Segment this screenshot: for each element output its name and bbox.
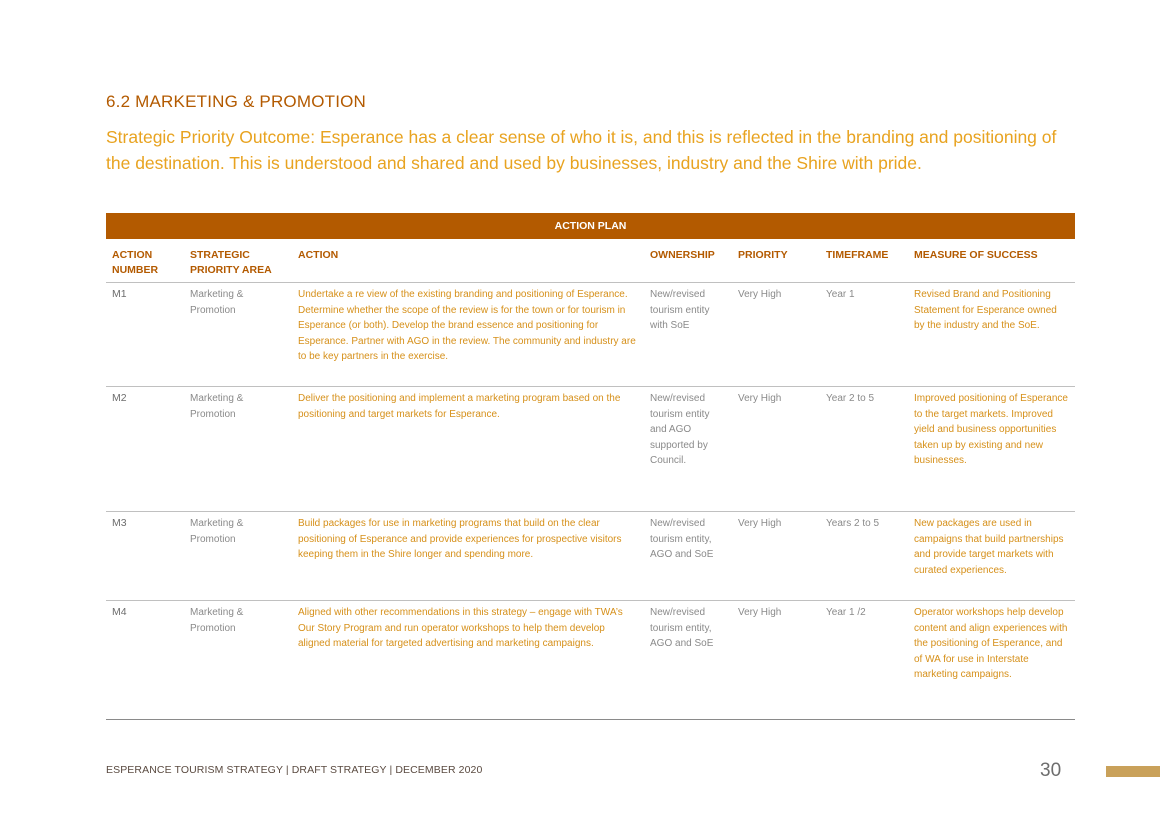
action-text: Undertake a re view of the existing branding and positioning of Esperance. Determine whether the scope of the review is for the town or for tourism in Esperance (or both). Develop the brand essence and positioning for Esperance. Partner with AGO in the review. The community and industry are to be key partners in the exercise. xyxy=(298,289,636,363)
ownership: New/revised tourism entity with SoE xyxy=(650,289,710,332)
table-banner: ACTION PLAN xyxy=(106,213,1075,239)
table-row xyxy=(106,512,1075,601)
timeframe: Year 2 to 5 xyxy=(826,393,875,404)
header-timeframe: TIMEFRAME xyxy=(826,249,889,261)
measure-of-success: Operator workshops help develop content and align experiences with the positioning of Esperance, and of WA for use in Interstate marketing campaigns. xyxy=(914,607,1068,681)
section-heading: 6.2 MARKETING & PROMOTION xyxy=(106,92,367,111)
header-priority: PRIORITY xyxy=(738,249,788,261)
table-row xyxy=(106,387,1075,512)
priority-area: Marketing & Promotion xyxy=(190,518,244,545)
table-row xyxy=(106,601,1075,720)
timeframe: Year 1 xyxy=(826,289,855,300)
table-header-row xyxy=(106,239,1075,283)
action-plan-table xyxy=(106,213,1075,720)
strategic-outcome: Strategic Priority Outcome: Esperance has a clear sense of who it is, and this is reflected in the branding and positioning of the destination. This is understood and shared and used by businesses, industry and the Shire with pride. xyxy=(106,127,1057,173)
footer-accent-bar xyxy=(1106,766,1160,777)
header-measure: MEASURE OF SUCCESS xyxy=(914,249,1038,261)
action-number: M3 xyxy=(112,517,127,529)
priority-area: Marketing & Promotion xyxy=(190,607,244,634)
ownership: New/revised tourism entity, AGO and SoE xyxy=(650,518,714,561)
action-text: Deliver the positioning and implement a marketing program based on the positioning and target markets for Esperance. xyxy=(298,393,621,420)
header-action-number: ACTION NUMBER xyxy=(112,249,159,276)
header-action: ACTION xyxy=(298,249,339,261)
timeframe: Years 2 to 5 xyxy=(826,518,880,529)
priority: Very High xyxy=(738,518,782,529)
ownership: New/revised tourism entity and AGO supported by Council. xyxy=(650,393,710,467)
priority: Very High xyxy=(738,393,782,404)
action-text: Aligned with other recommendations in this strategy – engage with TWA’s Our Story Program and run operator workshops to help them develop aligned material for targeted advertising and marketing campaigns. xyxy=(298,607,623,650)
measure-of-success: Revised Brand and Positioning Statement for Esperance owned by the industry and the SoE. xyxy=(914,289,1057,332)
action-number: M4 xyxy=(112,606,127,618)
action-number: M2 xyxy=(112,392,127,404)
ownership: New/revised tourism entity, AGO and SoE xyxy=(650,607,714,650)
action-number: M1 xyxy=(112,288,127,300)
header-ownership: OWNERSHIP xyxy=(650,249,715,261)
footer-title: ESPERANCE TOURISM STRATEGY | DRAFT STRATEGY | DECEMBER 2020 xyxy=(106,764,483,776)
measure-of-success: Improved positioning of Esperance to the target markets. Improved yield and business opportunities taken up by existing and new businesses. xyxy=(914,393,1068,467)
header-strategic-area: STRATEGIC PRIORITY AREA xyxy=(190,249,272,276)
priority: Very High xyxy=(738,607,782,618)
priority-area: Marketing & Promotion xyxy=(190,393,244,420)
table-row xyxy=(106,283,1075,387)
priority: Very High xyxy=(738,289,782,300)
timeframe: Year 1 /2 xyxy=(826,607,866,618)
measure-of-success: New packages are used in campaigns that build partnerships and provide target markets with curated experiences. xyxy=(914,518,1064,576)
page-number: 30 xyxy=(1040,760,1062,781)
action-text: Build packages for use in marketing programs that build on the clear positioning of Esperance and provide experiences for prospective visitors keeping them in the Shire longer and spending more. xyxy=(298,518,622,561)
priority-area: Marketing & Promotion xyxy=(190,289,244,316)
